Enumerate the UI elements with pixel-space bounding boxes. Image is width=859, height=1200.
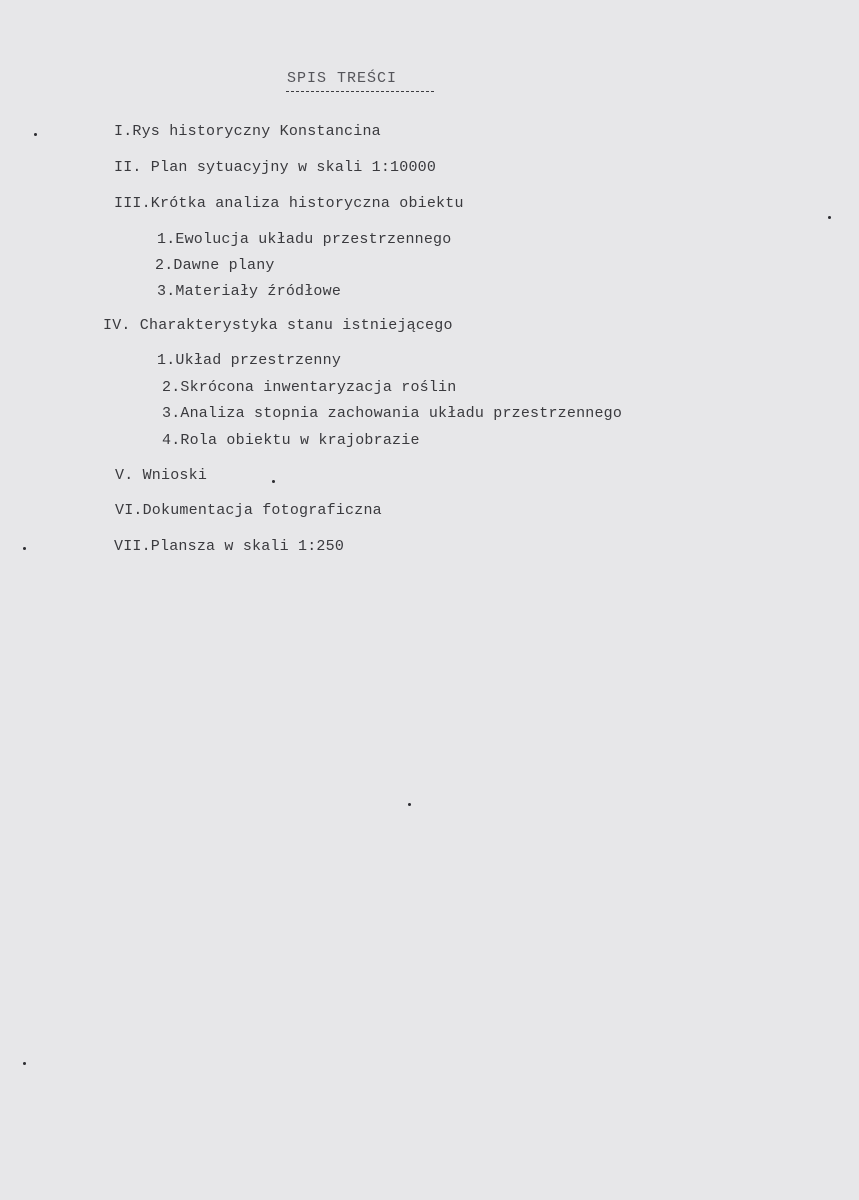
speck bbox=[23, 547, 26, 550]
title-underline bbox=[286, 91, 434, 92]
page-title: SPIS TREŚCI bbox=[287, 70, 398, 87]
toc-subentry-4-4: 4.Rola obiektu w krajobrazie bbox=[162, 432, 420, 449]
speck bbox=[272, 480, 275, 483]
toc-subentry-3-1: 1.Ewolucja układu przestrzennego bbox=[157, 231, 452, 248]
toc-subentry-4-2: 2.Skrócona inwentaryzacja roślin bbox=[162, 379, 457, 396]
speck bbox=[408, 803, 411, 806]
toc-entry-6: VI.Dokumentacja fotograficzna bbox=[115, 502, 382, 519]
toc-entry-7: VII.Plansza w skali 1:250 bbox=[114, 538, 345, 555]
toc-subentry-3-2: 2.Dawne plany bbox=[155, 257, 275, 274]
speck bbox=[34, 133, 37, 136]
toc-entry-3: III.Krótka analiza historyczna obiektu bbox=[114, 195, 464, 212]
toc-subentry-4-1: 1.Układ przestrzenny bbox=[157, 352, 342, 369]
toc-entry-5: V. Wnioski bbox=[115, 467, 208, 484]
toc-entry-4: IV. Charakterystyka stanu istniejącego bbox=[103, 317, 453, 334]
toc-entry-2: II. Plan sytuacyjny w skali 1:10000 bbox=[114, 159, 437, 176]
toc-subentry-3-3: 3.Materiały źródłowe bbox=[157, 283, 342, 300]
toc-subentry-4-3: 3.Analiza stopnia zachowania układu przestrzennego bbox=[162, 405, 623, 422]
speck bbox=[828, 216, 831, 219]
toc-entry-1: I.Rys historyczny Konstancina bbox=[114, 123, 381, 140]
speck bbox=[23, 1062, 26, 1065]
